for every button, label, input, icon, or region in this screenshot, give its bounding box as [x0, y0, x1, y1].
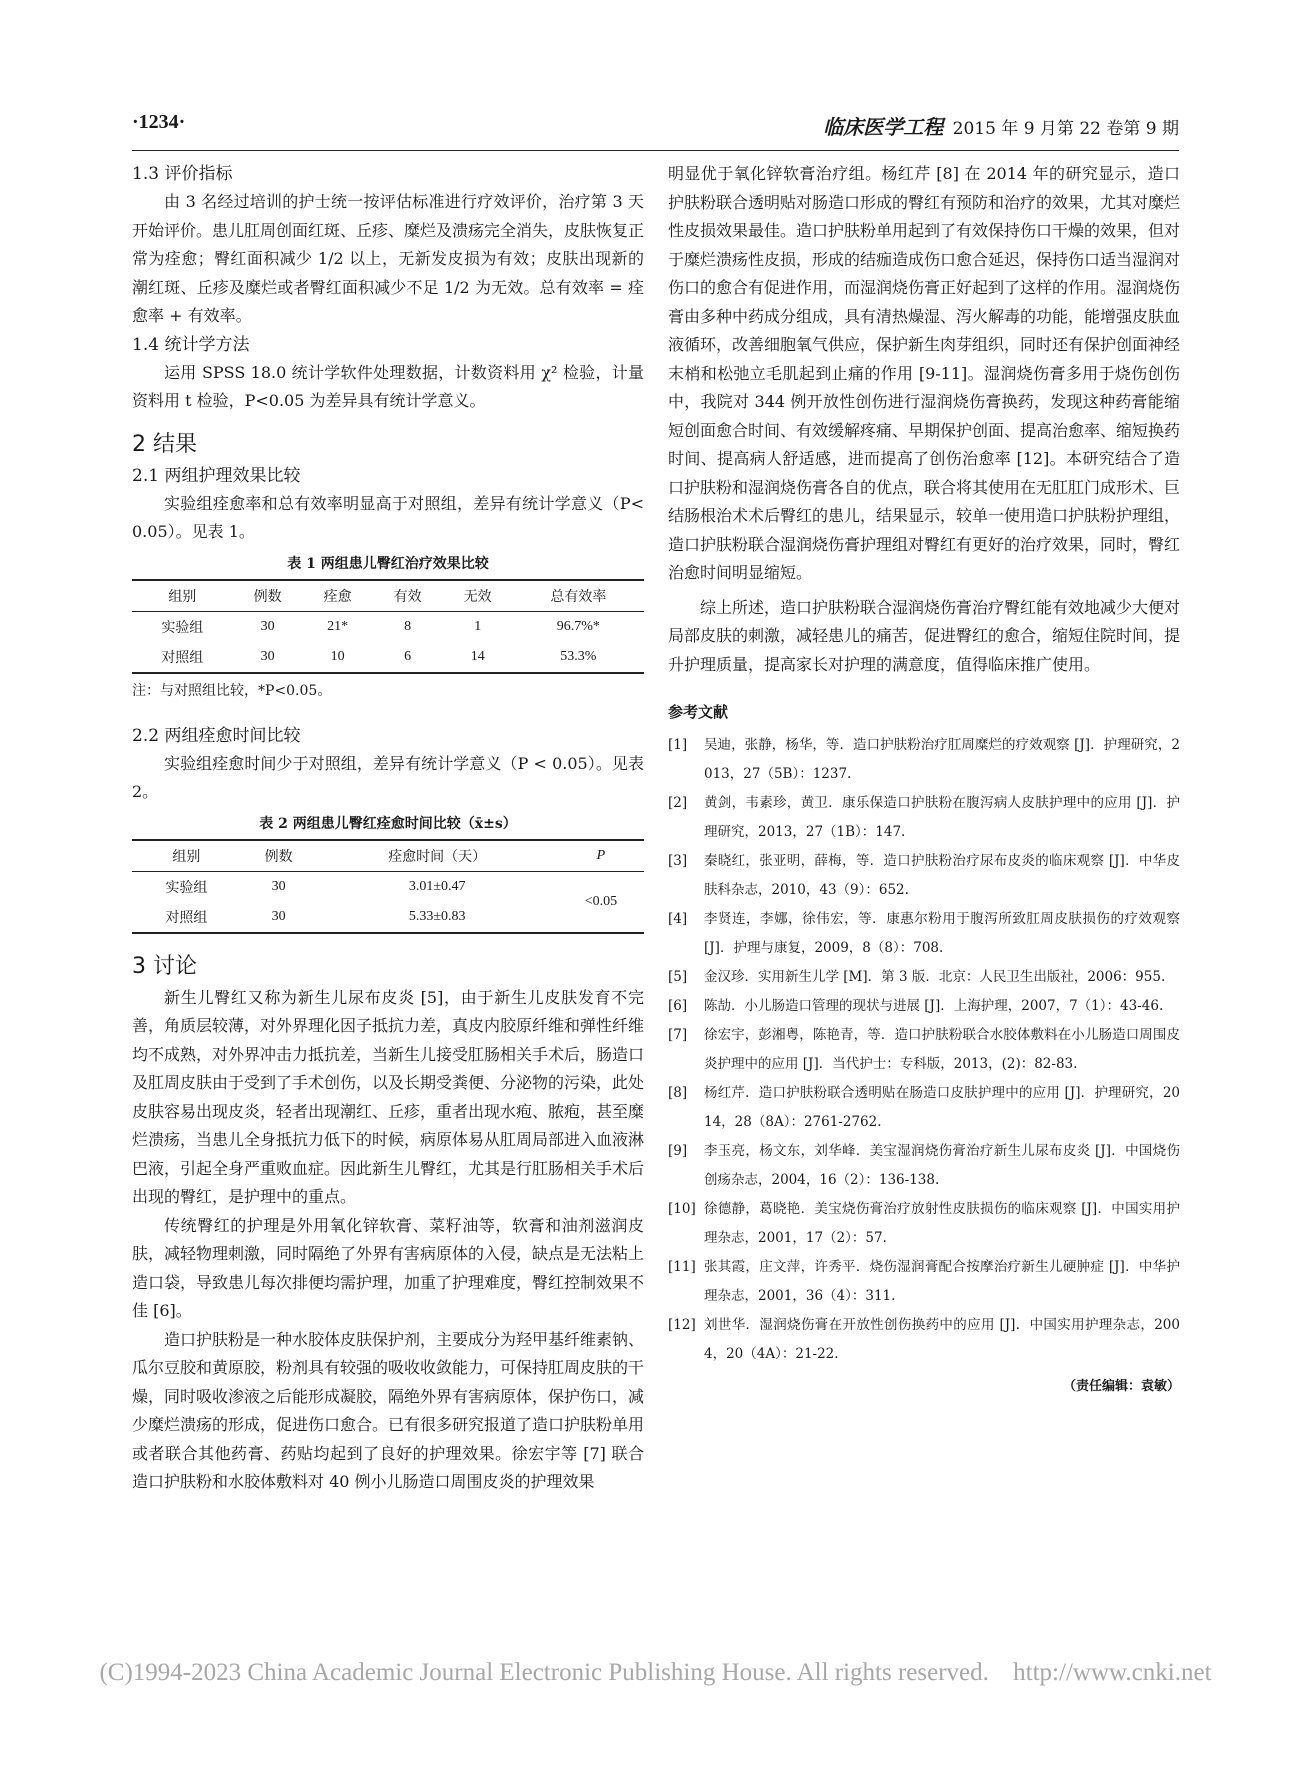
- reference-item: [5] 金汉珍．实用新生儿学 [M]．第 3 版．北京：人民卫生出版社，2006：955.: [668, 969, 1166, 985]
- table-2-caption: 表 2 两组患儿臀红痊愈时间比较（x̄±s）: [259, 815, 517, 832]
- table-2-p-value: <0.05: [558, 871, 644, 933]
- section-3-paragraph-1: 新生儿臀红又称为新生儿尿布皮炎 [5]，由于新生儿皮肤发育不完善，角质层较薄，对外界理化因子抵抗力差，真皮内胶原纤维和弹性纤维均不成熟，对外界冲击力抵抗差，当新生儿接受肛肠相关手术后，肠造口及肛周皮肤由于受到了手术创伤，以及长期受粪便、分泌物的污染，此处皮肤容易出现皮炎，轻者出现潮红、丘疹，重者出现水疱、脓疱，甚至糜烂溃疡，当患儿全身抵抗力低下的时候，病原体易从肛周局部进入血液淋巴液，引起全身严重败血症。因此新生儿臀红，尤其是行肛肠相关手术后出现的臀红，是护理中的重点。: [132, 987, 645, 1206]
- table-cell: 21*: [327, 618, 349, 634]
- table-2-header: P: [558, 840, 644, 872]
- reference-item: [9] 李玉亮，杨文东，刘华峰．美宝湿润烧伤膏治疗新生儿尿布皮炎 [J]．中国烧伤创疡杂志，2004，16（2）：136-138.: [668, 1143, 1180, 1188]
- discussion-continued: 明显优于氧化锌软膏治疗组。杨红芹 [8] 在 2014 年的研究显示，造口护肤粉联合透明贴对肠造口形成的臀红有预防和治疗的效果，尤其对糜烂性皮损效果最佳。造口护肤粉单用起到了有效保持伤口干燥的效果，但对于糜烂溃疡性皮损，形成的结痂造成伤口愈合延迟，保持伤口适当湿润对伤口的愈合有促进作用，而湿润烧伤膏正好起到了这样的作用。湿润烧伤膏由多种中药成分组成，具有清热燥湿、泻火解毒的功能，能增强皮肤血液循环，改善细胞氧气供应，保护新生肉芽组织，同时还有保护创面神经末梢和松弛立毛肌起到止痛的作用 [9-11]。湿润烧伤膏多用于烧伤创伤中，我院对 344 例开放性创伤进行湿润烧伤膏换药，发现这种药膏能缩短创面愈合时间、有效缓解疼痛、早期保护创面、提高治愈率、缩短换药时间、提高病人舒适感，进而提高了创伤治愈率 [12]。本研究结合了造口护肤粉和湿润烧伤膏各自的优点，联合将其使用在无肛肛门成形术、巨结肠根治术术后臀红的患儿，结果显示，较单一使用造口护肤粉护理组，造口护肤粉联合湿润烧伤膏护理组对臀红有更好的治疗效果，同时，臀红治愈时间明显缩短。: [668, 164, 1181, 582]
- section-1-3-paragraph: 由 3 名经过培训的护士统一按评估标准进行疗效评价，治疗第 3 天开始评价。患儿肛周创面红斑、丘疹、糜烂及溃疡完全消失，皮肤恢复正常为痊愈；臀红面积减少 1/2 以上，无新发皮损为有效；皮肤出现新的潮红斑、丘疹及糜烂或者臀红面积减少不足 1/2 为无效。总有效率 = 痊愈率 + 有效率。: [132, 192, 645, 325]
- reference-item: [3] 秦晓红，张亚明，薛梅，等．造口护肤粉治疗尿布皮炎的临床观察 [J]．中华皮肤科杂志，2010，43（9）：652.: [668, 853, 1180, 898]
- table-2-header: 组别: [132, 840, 241, 872]
- table-cell: 30: [260, 618, 275, 634]
- table-cell: 1: [474, 618, 482, 634]
- journal-name: 临床医学工程: [823, 115, 944, 139]
- right-column: [668, 160, 1180, 1394]
- table-cell: 30: [271, 878, 286, 894]
- table-row: [132, 871, 644, 902]
- table-cell: 对照组: [132, 902, 241, 933]
- table-1-header: 痊愈: [303, 580, 373, 612]
- section-1-4-paragraph: 运用 SPSS 18.0 统计学软件处理数据，计数资料用 χ² 检验，计量资料用 t 检验，P<0.05 为差异具有统计学意义。: [132, 362, 644, 410]
- header-rule: [132, 150, 1179, 151]
- section-3-paragraph-3: 造口护肤粉是一种水胶体皮肤保护剂，主要成分为羟甲基纤维素钠、瓜尔豆胶和黄原胶，粉剂具有较强的吸收收敛能力，可保持肛周皮肤的干燥，同时吸收渗液之后能形成凝胶，隔绝外界有害病原体，保护伤口，减少糜烂溃疡的形成，促进伤口愈合。已有很多研究报道了造口护肤粉单用或者联合其他药膏、药贴均起到了良好的护理效果。徐宏宇等 [7] 联合造口护肤粉和水胶体敷料对 40 例小儿肠造口周围皮炎的护理效果: [132, 1329, 645, 1491]
- section-2-2-paragraph: 实验组痊愈时间少于对照组，差异有统计学意义（P < 0.05）。见表 2。: [132, 753, 644, 801]
- table-cell: 实验组: [165, 880, 208, 896]
- table-row: [132, 611, 644, 642]
- page-number: ·1234·: [132, 111, 186, 133]
- table-cell: 实验组: [161, 620, 204, 636]
- table-cell: 3.01±0.47: [408, 878, 466, 894]
- reference-item: [4] 李贤连，李娜，徐伟宏，等．康惠尔粉用于腹泻所致肛周皮肤损伤的疗效观察 [J]．护理与康复，2009，8（8）：708.: [668, 911, 1180, 956]
- table-cell: 5.33±0.83: [317, 902, 558, 933]
- table-cell: 96.7%*: [556, 618, 600, 634]
- table-cell: 14: [443, 642, 513, 673]
- section-1-3-title: 1.3 评价指标: [132, 164, 233, 184]
- table-1-header: 无效: [443, 580, 513, 612]
- section-1-4-title: 1.4 统计学方法: [132, 334, 250, 355]
- section-2-1-paragraph: 实验组痊愈率和总有效率明显高于对照组，差异有统计学意义（P<0.05）。见表 1。: [132, 493, 644, 541]
- reference-item: [7] 徐宏宇，彭湘粤，陈艳青，等．造口护肤粉联合水胶体敷料在小儿肠造口周围皮炎护理中的应用 [J]．当代护士：专科版，2013，(2)：82-83.: [668, 1027, 1180, 1072]
- references-title: 参考文献: [668, 703, 729, 721]
- left-column: [132, 160, 644, 1497]
- responsible-editor: （责任编辑：袁敏）: [1062, 1379, 1180, 1394]
- references-list: [668, 731, 1180, 1369]
- journal-issue: 2015 年 9 月第 22 卷第 9 期: [952, 119, 1179, 139]
- table-row: [132, 642, 644, 673]
- table-1-header: 有效: [373, 580, 443, 612]
- table-cell: 6: [373, 642, 443, 673]
- table-2-header: 例数: [241, 840, 317, 872]
- footer-url: http://www.cnki.net: [1013, 1659, 1212, 1686]
- table-1-caption: 表 1 两组患儿臀红治疗效果比较: [287, 555, 489, 572]
- reference-item: [2] 黄剑，韦素珍，黄卫．康乐保造口护肤粉在腹泻病人皮肤护理中的应用 [J]．护理研究，2013，27（1B）：147.: [668, 795, 1180, 840]
- table-cell: 30: [241, 902, 317, 933]
- section-3-paragraph-2: 传统臀红的护理是外用氧化锌软膏、菜籽油等，软膏和油剂滋润皮肤，减轻物理刺激，同时隔绝了外界有害病原体的入侵，缺点是无法粘上造口袋，导致患儿每次排便均需护理，加重了护理难度，臀红控制效果不佳 [6]。: [132, 1215, 645, 1320]
- copyright-text: (C)1994-2023 China Academic Journal Electronic Publishing House. All rights reserved.: [99, 1659, 989, 1686]
- table-1-note: 注：与对照组比较，*P<0.05。: [132, 682, 332, 699]
- table-1: [132, 579, 644, 674]
- section-2-1-title: 2.1 两组护理效果比较: [132, 465, 301, 486]
- journal-header: [823, 111, 1179, 140]
- reference-item: [10] 徐德静，葛晓艳．美宝烧伤膏治疗放射性皮肤损伤的临床观察 [J]．中国实用护理杂志，2001，17（2）：57.: [668, 1201, 1180, 1246]
- table-cell: 8: [404, 618, 412, 634]
- reference-item: [1] 吴迪，张静，杨华，等．造口护肤粉治疗肛周糜烂的疗效观察 [J]．护理研究，2013，27（5B）：1237.: [668, 737, 1180, 782]
- section-2-title: 2 结果: [132, 431, 197, 457]
- reference-item: [8] 杨红芹．造口护肤粉联合透明贴在肠造口皮肤护理中的应用 [J]．护理研究，2014，28（8A）：2761-2762.: [668, 1085, 1180, 1130]
- table-cell: 30: [233, 642, 303, 673]
- reference-item: [11] 张其霞，庄文萍，许秀平．烧伤湿润膏配合按摩治疗新生儿硬肿症 [J]．中华护理杂志，2001，36（4）：311.: [668, 1259, 1180, 1304]
- table-cell: 对照组: [132, 642, 233, 673]
- section-2-2-title: 2.2 两组痊愈时间比较: [132, 725, 301, 746]
- table-cell: 10: [303, 642, 373, 673]
- reference-item: [12] 刘世华．湿润烧伤膏在开放性创伤换药中的应用 [J]．中国实用护理杂志，2004，20（4A）：21-22.: [668, 1317, 1180, 1362]
- table-2: [132, 839, 644, 934]
- table-2-header: 痊愈时间（天）: [317, 840, 558, 872]
- section-3-title: 3 讨论: [132, 953, 197, 979]
- conclusion-paragraph: 综上所述，造口护肤粉联合湿润烧伤膏治疗臀红能有效地减少大便对局部皮肤的刺激，减轻患儿的痛苦，促进臀红的愈合，缩短住院时间，提升护理质量，提高家长对护理的满意度，值得临床推广使用。: [668, 597, 1181, 674]
- copyright-footer: [0, 1659, 1311, 1687]
- table-cell: 53.3%: [513, 642, 644, 673]
- table-1-header: 组别: [132, 580, 233, 612]
- table-1-header: 例数: [233, 580, 303, 612]
- reference-item: [6] 陈劼．小儿肠造口管理的现状与进展 [J]．上海护理，2007，7（1）：43-46.: [668, 998, 1164, 1014]
- table-1-header: 总有效率: [513, 580, 644, 612]
